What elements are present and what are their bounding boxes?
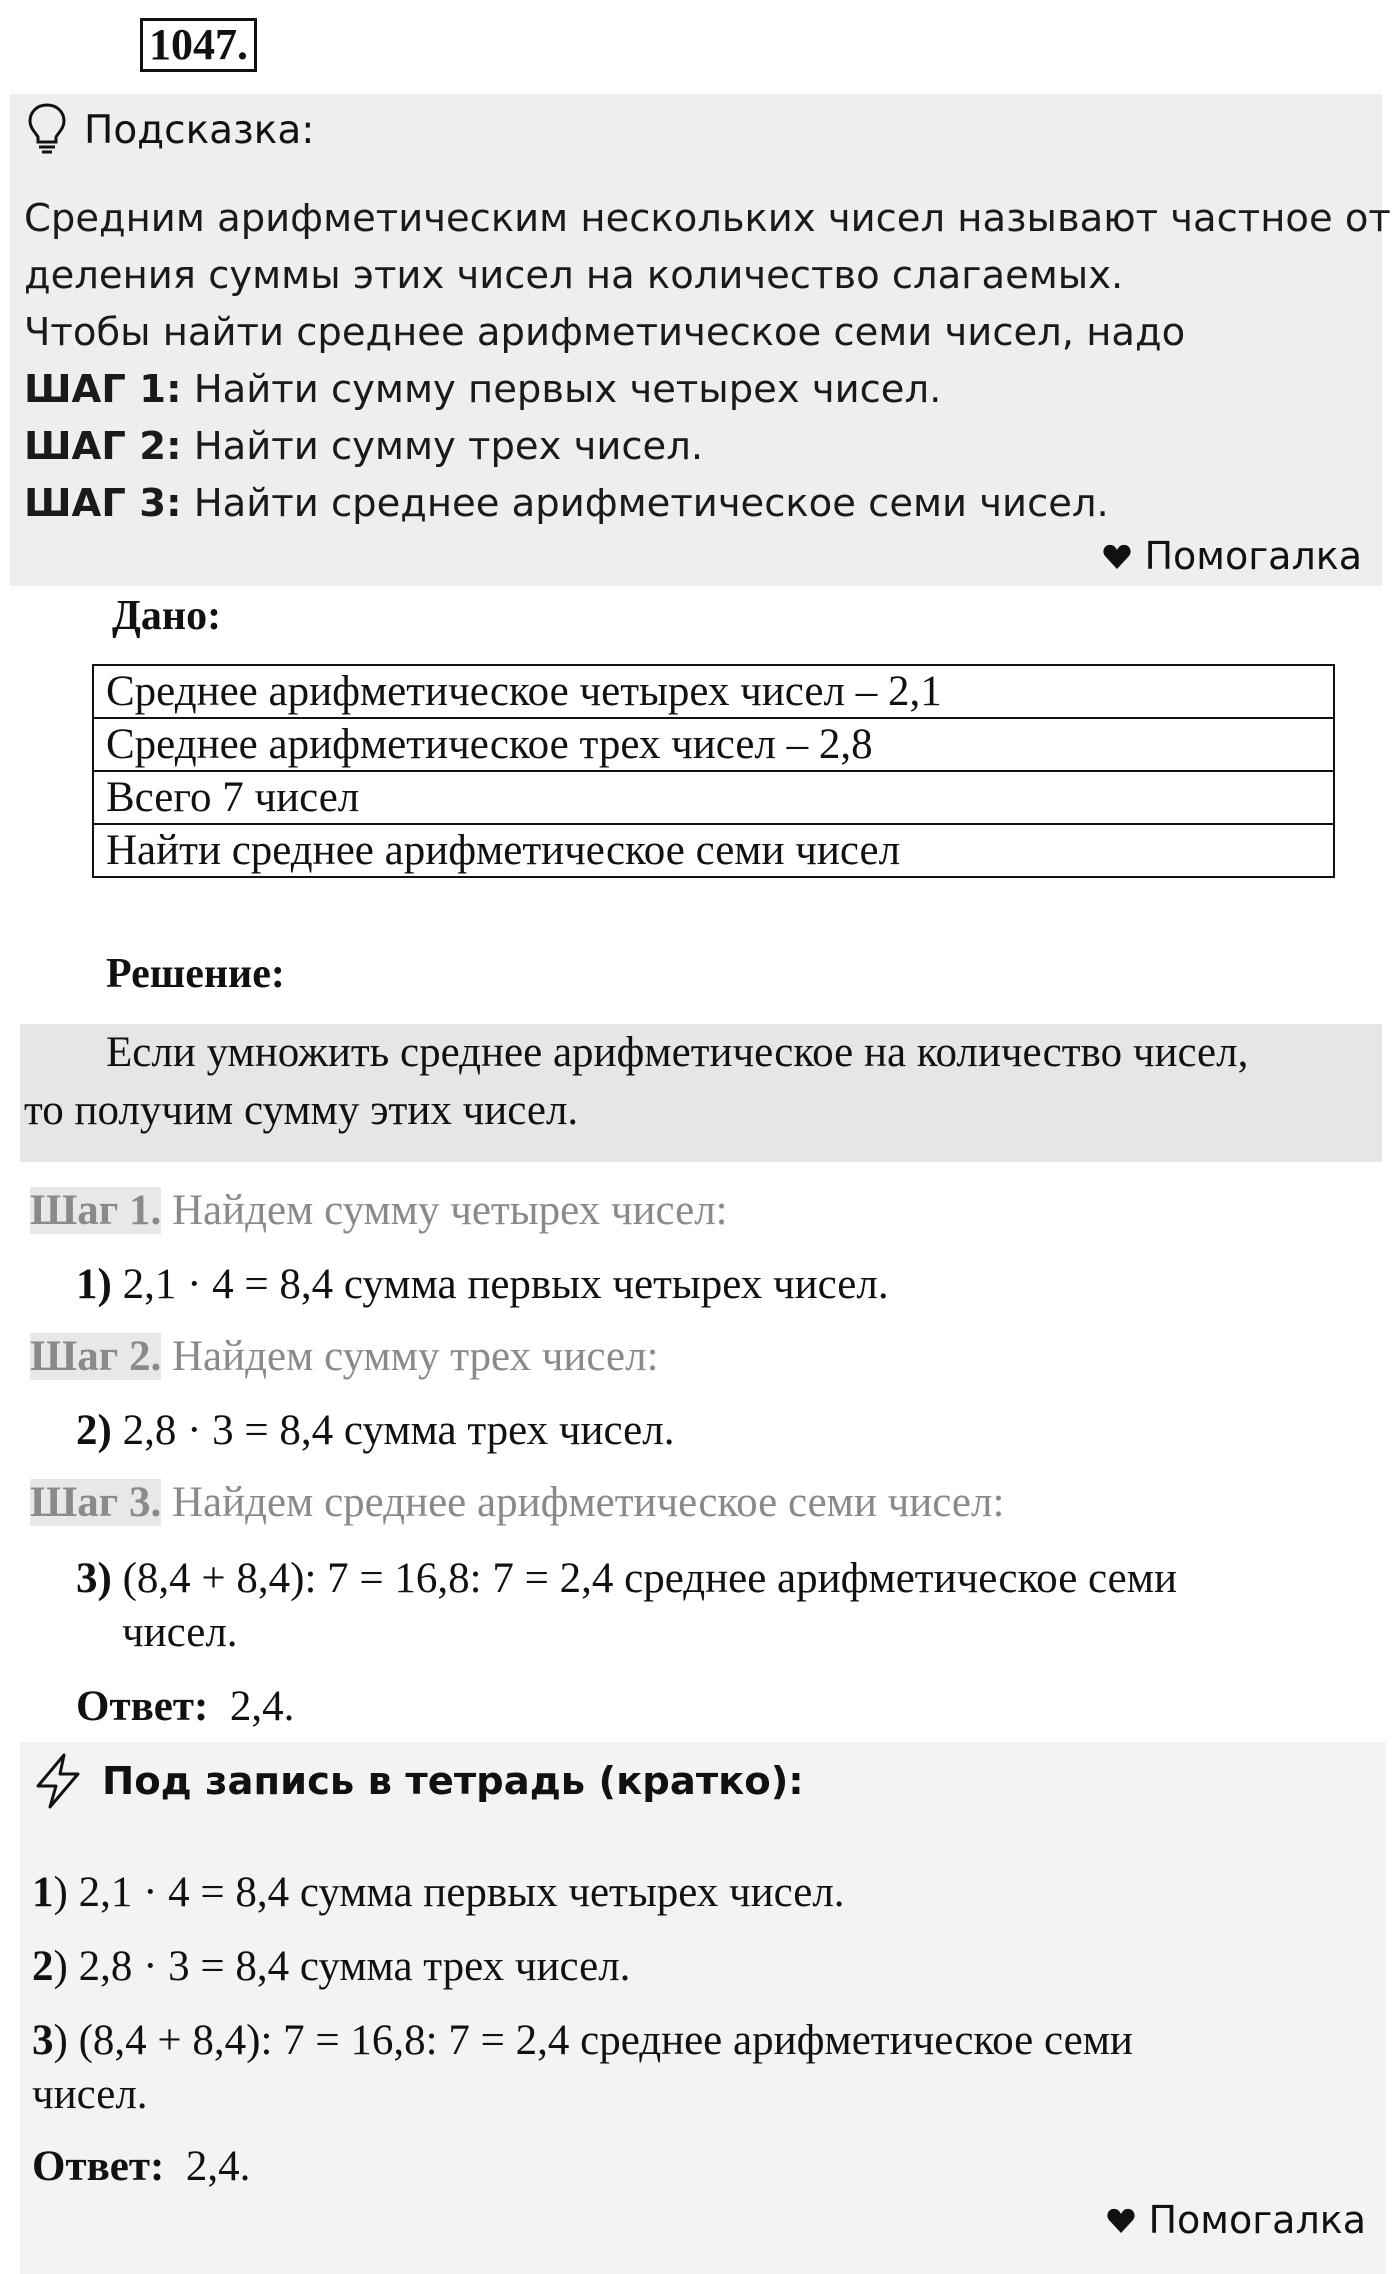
- hint-step-text: Найти сумму трех чисел.: [181, 424, 704, 469]
- given-cell: Найти среднее арифметическое семи чисел: [93, 824, 1334, 877]
- notebook-panel: [20, 1742, 1386, 2274]
- solution-line: [76, 1258, 889, 1312]
- note-line: то получим сумму этих чисел.: [24, 1087, 579, 1134]
- step-label: Шаг 2.: [30, 1333, 162, 1380]
- notebook-answer: [32, 2140, 250, 2194]
- line-expression: (8,4 + 8,4): 7 = 16,8: 7 = 2,4: [122, 1555, 614, 1602]
- lightbulb-icon: [26, 102, 68, 156]
- brand-label: Помогалка: [1148, 2198, 1366, 2242]
- solution-note: [24, 1024, 1354, 1140]
- hint-step-text: Найти сумму первых четырех чисел.: [181, 367, 942, 412]
- given-cell: Среднее арифметическое трех чисел – 2,8: [93, 718, 1334, 771]
- line-number: 3: [32, 2017, 54, 2064]
- notebook-line-continuation: чисел.: [32, 2071, 148, 2118]
- solution-step: [30, 1330, 659, 1384]
- line-text: ) 2,1 · 4 = 8,4 сумма первых четырех чисел.: [53, 1869, 845, 1916]
- notebook-line: [32, 1866, 845, 1920]
- hint-step: [24, 418, 1374, 475]
- line-number: 1: [32, 1869, 54, 1916]
- step-label: Шаг 3.: [30, 1479, 162, 1526]
- hint-line: Чтобы найти среднее арифметическое семи чисел, надо: [24, 310, 1186, 355]
- given-cell: Всего 7 чисел: [93, 771, 1334, 824]
- brand-label: Помогалка: [1144, 534, 1362, 578]
- line-text: сумма первых четырех чисел.: [333, 1261, 889, 1308]
- line-expression: 2,1 · 4 = 8,4: [122, 1261, 334, 1308]
- heart-icon: [1106, 2206, 1136, 2236]
- line-number: 3): [76, 1555, 112, 1602]
- table-row: [93, 665, 1334, 718]
- answer-label: Ответ:: [76, 1683, 209, 1730]
- notebook-title: Под запись в тетрадь (кратко):: [102, 1759, 804, 1804]
- solution-title: Решение:: [106, 951, 285, 997]
- heart-icon: [1102, 542, 1132, 572]
- line-number: 2): [76, 1407, 112, 1454]
- step-label: Шаг 1.: [30, 1187, 162, 1234]
- line-text: среднее арифметическое семи: [613, 1555, 1177, 1602]
- answer-label: Ответ:: [32, 2143, 165, 2190]
- solution-line: [76, 1404, 674, 1458]
- solution-step: [30, 1476, 1004, 1530]
- solution-answer: [76, 1680, 294, 1734]
- hint-step: [24, 475, 1374, 532]
- hint-step: [24, 361, 1374, 418]
- table-row: [93, 771, 1334, 824]
- answer-value: 2,4.: [185, 2143, 251, 2190]
- step-text: Найдем сумму трех чисел:: [161, 1333, 659, 1380]
- given-title: Дано:: [112, 593, 222, 639]
- line-text: ) 2,8 · 3 = 8,4 сумма трех чисел.: [53, 1943, 631, 1990]
- solution-line-continuation: чисел.: [122, 1609, 238, 1656]
- hint-title: Подсказка:: [84, 108, 315, 153]
- hint-line: Средним арифметическим нескольких чисел называют частное от: [24, 196, 1391, 241]
- lightning-icon: [32, 1752, 84, 1810]
- note-line: Если умножить среднее арифметическое на количество чисел,: [106, 1029, 1249, 1076]
- given-table: [92, 664, 1335, 878]
- brand-link[interactable]: [1106, 2198, 1366, 2242]
- hint-step-text: Найти среднее арифметическое семи чисел.: [181, 481, 1109, 526]
- answer-value: 2,4.: [229, 1683, 295, 1730]
- hint-line: деления суммы этих чисел на количество слагаемых.: [24, 253, 1124, 298]
- line-number: 2: [32, 1943, 54, 1990]
- hint-step-label: ШАГ 1:: [24, 367, 182, 412]
- hint-step-label: ШАГ 3:: [24, 481, 182, 526]
- step-text: Найдем сумму четырех чисел:: [161, 1187, 728, 1234]
- brand-link[interactable]: [1102, 534, 1362, 578]
- step-text: Найдем среднее арифметическое семи чисел:: [161, 1479, 1005, 1526]
- solution-line: [76, 1552, 1177, 1606]
- notebook-line: [32, 1940, 630, 1994]
- hint-step-label: ШАГ 2:: [24, 424, 182, 469]
- notebook-line: [32, 2014, 1133, 2068]
- given-cell: Среднее арифметическое четырех чисел – 2,1: [93, 665, 1334, 718]
- table-row: [93, 718, 1334, 771]
- line-number: 1): [76, 1261, 112, 1308]
- table-row: [93, 824, 1334, 877]
- line-text: сумма трех чисел.: [333, 1407, 675, 1454]
- hint-body: [24, 190, 1391, 532]
- task-number: 1047.: [140, 18, 257, 72]
- line-expression: 2,8 · 3 = 8,4: [122, 1407, 334, 1454]
- line-text: ) (8,4 + 8,4): 7 = 16,8: 7 = 2,4 среднее арифметическое семи: [53, 2017, 1133, 2064]
- solution-step: [30, 1184, 728, 1238]
